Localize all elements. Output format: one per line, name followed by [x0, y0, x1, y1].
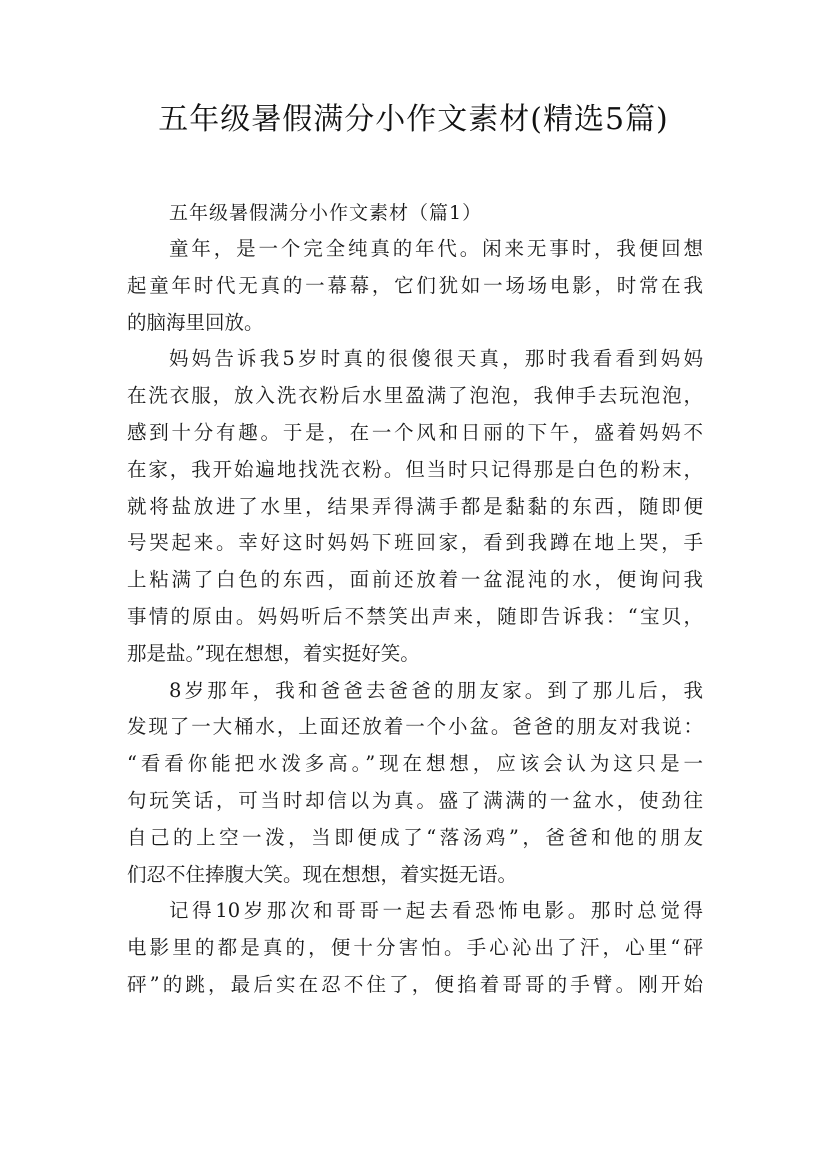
paragraph-line: 们忍不住捧腹大笑。现在想想，着实挺无语。 — [127, 862, 518, 886]
paragraph-line: 起童年时代无真的一幕幕，它们犹如一场场电影，时常在我 — [127, 273, 703, 297]
paragraph-line: “看看你能把水泼多高。”现在想想，应该会认为这只是一 — [127, 752, 703, 776]
section-heading: 五年级暑假满分小作文素材（篇1） — [169, 202, 483, 224]
paragraph-line: 8岁那年，我和爸爸去爸爸的朋友家。到了那儿后，我 — [169, 678, 703, 702]
paragraph-line: 在洗衣服，放入洗衣粉后水里盈满了泡泡，我伸手去玩泡泡， — [127, 384, 703, 408]
paragraph-4 — [127, 893, 703, 1003]
paragraph-line: 上粘满了白色的东西，面前还放着一盆混沌的水，便询问我 — [127, 568, 703, 592]
paragraph-line: 号哭起来。幸好这时妈妈下班回家，看到我蹲在地上哭，手 — [127, 531, 703, 555]
document-body — [127, 195, 703, 1004]
paragraph-line: 童年，是一个完全纯真的年代。闲来无事时，我便回想 — [169, 237, 703, 260]
paragraph-line: 的脑海里回放。 — [127, 310, 264, 334]
paragraph-line: 事情的原由。妈妈听后不禁笑出声来，随即告诉我：“宝贝， — [127, 604, 703, 628]
paragraph-2 — [127, 341, 703, 672]
paragraph-3 — [127, 673, 703, 894]
paragraph-line: 妈妈告诉我5岁时真的很傻很天真，那时我看看到妈妈 — [169, 347, 703, 371]
paragraph-line: 在家，我开始遍地找洗衣粉。但当时只记得那是白色的粉末， — [127, 457, 703, 481]
paragraph-line: 自己的上空一泼，当即便成了“落汤鸡”，爸爸和他的朋友 — [127, 825, 703, 849]
paragraph-line: 就将盐放进了水里，结果弄得满手都是黏黏的东西，随即便 — [127, 494, 703, 518]
paragraph-line: 感到十分有趣。于是，在一个风和日丽的下午，盛着妈妈不 — [127, 420, 703, 444]
paragraph-line: 那是盐。”现在想想，着实挺好笑。 — [127, 641, 420, 665]
paragraph-line: 记得10岁那次和哥哥一起去看恐怖电影。那时总觉得 — [169, 899, 703, 923]
paragraph-line: 砰”的跳，最后实在忍不住了，便掐着哥哥的手臂。刚开始 — [127, 972, 703, 996]
paragraph-line: 句玩笑话，可当时却信以为真。盛了满满的一盆水，使劲往 — [127, 788, 703, 812]
paragraph-1 — [127, 231, 703, 341]
paragraph-line: 电影里的都是真的，便十分害怕。手心沁出了汗，心里“砰 — [127, 936, 703, 960]
document-title: 五年级暑假满分小作文素材(精选5篇) — [158, 102, 669, 137]
paragraph-line: 发现了一大桶水，上面还放着一个小盆。爸爸的朋友对我说： — [127, 715, 703, 739]
